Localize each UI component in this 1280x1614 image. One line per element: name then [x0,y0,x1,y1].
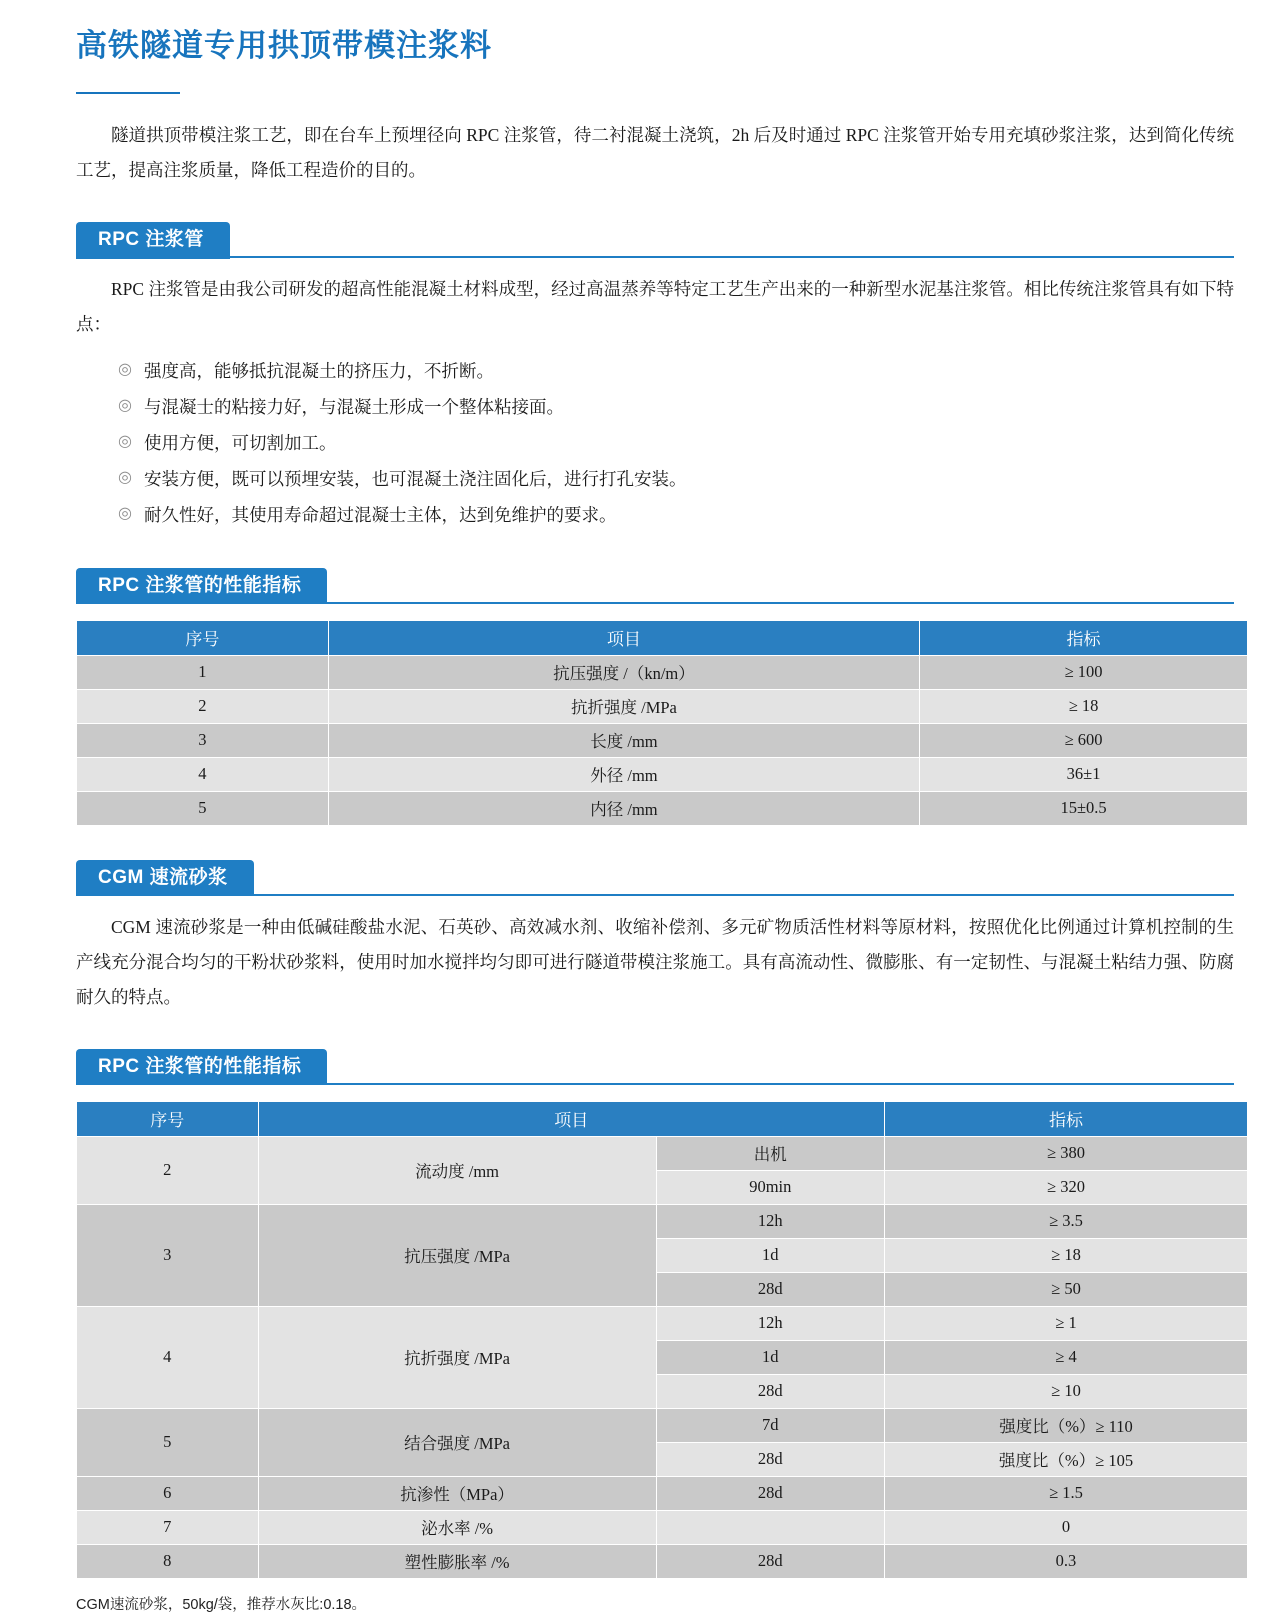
table-row [77,689,1248,723]
cell-item: 抗压强度 /MPa [258,1204,656,1306]
cell-item: 外径 /mm [328,757,919,791]
cell-item: 塑性膨胀率 /% [258,1544,656,1578]
cell-condition: 28d [656,1272,884,1306]
cell-condition: 12h [656,1306,884,1340]
cell-item: 长度 /mm [328,723,919,757]
table-row [77,757,1248,791]
rpc-spec-table [76,620,1248,826]
section-heading-rpc-spec-label: RPC 注浆管的性能指标 [76,568,327,605]
cgm-spec-table [76,1101,1248,1579]
cell-value: 强度比（%）≥ 105 [884,1442,1247,1476]
cell-item: 结合强度 /MPa [258,1408,656,1476]
cell-value: ≥ 18 [920,689,1248,723]
section-heading-cgm [76,860,1248,896]
cell-value: 15±0.5 [920,791,1248,825]
circle-bullet-icon: ◎ [118,468,132,486]
cell-value: 36±1 [920,757,1248,791]
section-heading-cgm-spec [76,1049,1248,1085]
section-heading-rpc-pipe [76,222,1248,258]
table-row [77,655,1248,689]
cell-value: ≥ 3.5 [884,1204,1247,1238]
list-item [118,390,1248,426]
cell-condition: 1d [656,1340,884,1374]
table-row [77,1510,1248,1544]
cell-condition: 12h [656,1204,884,1238]
title-divider [76,92,180,94]
cell-value: ≥ 320 [884,1170,1247,1204]
cell-no: 4 [77,1306,259,1408]
cell-value: ≥ 100 [920,655,1248,689]
section-heading-underline [76,256,1234,258]
cell-no: 3 [77,723,329,757]
column-header-no: 序号 [77,1101,259,1136]
table-row [77,1136,1248,1170]
cell-no: 6 [77,1476,259,1510]
cell-no: 3 [77,1204,259,1306]
rpc-pipe-feature-list [76,354,1248,533]
cell-condition: 28d [656,1544,884,1578]
cell-item: 抗折强度 /MPa [328,689,919,723]
table-row [77,1476,1248,1510]
cell-no: 4 [77,757,329,791]
intro-paragraph: 隧道拱顶带模注浆工艺，即在台车上预埋径向 RPC 注浆管，待二衬混凝土浇筑，2h 后及时通过 RPC 注浆管开始专用充填砂浆注浆，达到简化传统工艺，提高注浆质量，降低工程造价的目的。 [76,125,1234,181]
circle-bullet-icon: ◎ [118,504,132,522]
table-header-row [77,1101,1248,1136]
cell-item: 抗渗性（MPa） [258,1476,656,1510]
circle-bullet-icon: ◎ [118,397,132,415]
cell-condition [656,1510,884,1544]
table-row [77,1306,1248,1340]
cell-item: 流动度 /mm [258,1136,656,1204]
section-heading-rpc-pipe-label: RPC 注浆管 [76,222,230,259]
cell-item: 抗压强度 /（kn/m） [328,655,919,689]
section-heading-cgm-spec-label: RPC 注浆管的性能指标 [76,1049,327,1086]
table-footnote: CGM速流砂浆，50kg/袋，推荐水灰比:0.18。 [76,1596,367,1613]
table-row [77,1544,1248,1578]
list-item [118,354,1248,390]
list-item-label: 与混凝士的粘接力好，与混凝土形成一个整体粘接面。 [144,397,564,418]
list-item-label: 使用方便，可切割加工。 [144,433,337,454]
table-row [77,723,1248,757]
cell-condition: 7d [656,1408,884,1442]
cell-no: 5 [77,791,329,825]
cell-condition: 28d [656,1442,884,1476]
section-heading-cgm-label: CGM 速流砂浆 [76,860,254,897]
column-header-value: 指标 [884,1101,1247,1136]
table-row [77,791,1248,825]
list-item [118,426,1248,462]
document-page [0,26,1280,1614]
cell-value: 强度比（%）≥ 110 [884,1408,1247,1442]
column-header-item: 项目 [258,1101,884,1136]
cell-item: 内径 /mm [328,791,919,825]
column-header-no: 序号 [77,620,329,655]
cgm-paragraph: CGM 速流砂浆是一种由低碱硅酸盐水泥、石英砂、高效减水剂、收缩补偿剂、多元矿物质活性材料等原材料，按照优化比例通过计算机控制的生产线充分混合均匀的干粉状砂浆料，使用时加水搅拌均匀即可进行隧道带模注浆施工。具有高流动性、微膨胀、有一定韧性、与混凝土粘结力强、防腐耐久的特点。 [76,916,1234,1007]
cell-no: 1 [77,655,329,689]
cell-condition: 出机 [656,1136,884,1170]
cell-value: ≥ 1.5 [884,1476,1247,1510]
list-item [118,498,1248,534]
cell-no: 2 [77,689,329,723]
cell-value: ≥ 10 [884,1374,1247,1408]
page-title: 高铁隧道专用拱顶带模注浆料 [76,28,492,63]
cell-value: ≥ 50 [884,1272,1247,1306]
list-item-label: 耐久性好，其使用寿命超过混凝士主体，达到免维护的要求。 [144,504,617,525]
circle-bullet-icon: ◎ [118,361,132,379]
cell-no: 5 [77,1408,259,1476]
table-row [77,1408,1248,1442]
list-item [118,462,1248,498]
table-header-row [77,620,1248,655]
circle-bullet-icon: ◎ [118,433,132,451]
cell-value: ≥ 380 [884,1136,1247,1170]
cell-value: ≥ 4 [884,1340,1247,1374]
cell-condition: 1d [656,1238,884,1272]
list-item-label: 强度高，能够抵抗混凝土的挤压力，不折断。 [144,361,494,382]
table-row [77,1204,1248,1238]
cell-condition: 28d [656,1374,884,1408]
cell-no: 8 [77,1544,259,1578]
cell-value: ≥ 1 [884,1306,1247,1340]
cell-item: 抗折强度 /MPa [258,1306,656,1408]
cell-condition: 90min [656,1170,884,1204]
column-header-item: 项目 [328,620,919,655]
section-heading-rpc-spec [76,568,1248,604]
cell-no: 7 [77,1510,259,1544]
cell-value: 0.3 [884,1544,1247,1578]
column-header-value: 指标 [920,620,1248,655]
cell-value: 0 [884,1510,1247,1544]
list-item-label: 安装方便，既可以预埋安装，也可混凝土浇注固化后，进行打孔安装。 [144,468,687,489]
cell-item: 泌水率 /% [258,1510,656,1544]
cell-condition: 28d [656,1476,884,1510]
cell-no: 2 [77,1136,259,1204]
rpc-pipe-paragraph: RPC 注浆管是由我公司研发的超高性能混凝土材料成型，经过高温蒸养等特定工艺生产出来的一种新型水泥基注浆管。相比传统注浆管具有如下特点： [76,279,1234,335]
cell-value: ≥ 18 [884,1238,1247,1272]
cell-value: ≥ 600 [920,723,1248,757]
